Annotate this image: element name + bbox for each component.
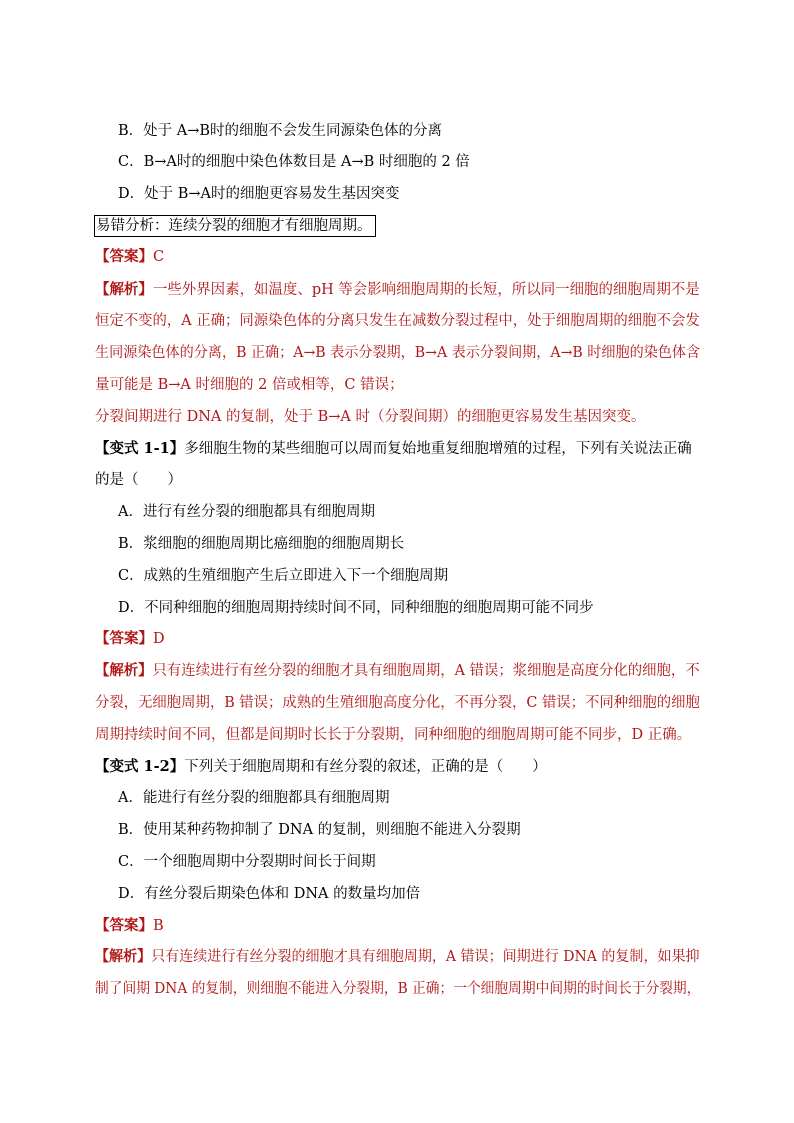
analysis-2-line-3: 周期持续时间不同，但都是间期时长长于分裂期，同种细胞的细胞周期可能不同步，D 正确。 — [95, 727, 692, 743]
variant-1-1-option-a: A．进行有丝分裂的细胞都具有细胞周期 — [118, 504, 375, 520]
variant-1-2-option-c: C．一个细胞周期中分裂期时间长于间期 — [118, 854, 376, 870]
analysis-2-line-1 — [95, 661, 700, 681]
variant-1-1-stem-line-1 — [95, 439, 692, 459]
answer-label: 【答案】 — [95, 248, 153, 265]
variant-1-2-stem — [95, 757, 547, 777]
analysis-1-line-3: 生同源染色体的分离，B 正确；A→B 表示分裂期，B→A 表示分裂间期，A→B 时细胞的染色体含 — [95, 345, 701, 361]
analysis-text: 一些外界因素，如温度、pH 等会影响细胞周期的长短，所以同一细胞的细胞周期不是 — [152, 282, 700, 298]
answer-label: 【答案】 — [95, 917, 153, 934]
answer-3 — [95, 916, 164, 936]
variant-stem: 下列关于细胞周期和有丝分裂的叙述，正确的是（ ） — [184, 759, 547, 775]
variant-1-2-option-b: B．使用某种药物抑制了 DNA 的复制，则细胞不能进入分裂期 — [118, 822, 521, 838]
variant-1-1-option-b: B．浆细胞的细胞周期比癌细胞的细胞周期长 — [118, 536, 405, 552]
analysis-1-line-1 — [95, 280, 700, 300]
variant-label: 【变式 1-2】 — [95, 758, 185, 775]
analysis-3-line-1 — [95, 947, 700, 967]
analysis-label: 【解析】 — [95, 948, 152, 965]
variant-1-1-option-d: D．不同种细胞的细胞周期持续时间不同，同种细胞的细胞周期可能不同步 — [118, 600, 594, 616]
answer-2 — [95, 629, 165, 649]
analysis-text: 只有连续进行有丝分裂的细胞才具有细胞周期，A 错误；浆细胞是高度分化的细胞，不 — [152, 663, 700, 679]
option-b: B．处于 A→B时的细胞不会发生同源染色体的分离 — [118, 123, 443, 139]
answer-label: 【答案】 — [95, 630, 153, 647]
variant-stem: 多细胞生物的某些细胞可以周而复始地重复细胞增殖的过程，下列有关说法正确 — [184, 441, 692, 457]
analysis-1-line-5: 分裂间期进行 DNA 的复制，处于 B→A 时（分裂间期）的细胞更容易发生基因突变。 — [95, 409, 646, 425]
analysis-1-line-2: 恒定不变的，A 正确；同源染色体的分离只发生在减数分裂过程中，处于细胞周期的细胞不会发 — [95, 313, 700, 329]
variant-1-2-option-a: A．能进行有丝分裂的细胞都具有细胞周期 — [118, 790, 390, 806]
analysis-1-line-4: 量可能是 B→A 时细胞的 2 倍或相等，C 错误； — [95, 377, 404, 393]
variant-1-1-stem-line-2: 的是（ ） — [95, 472, 182, 488]
option-d: D．处于 B→A时的细胞更容易发生基因突变 — [118, 186, 400, 202]
answer-value: C — [153, 249, 165, 265]
analysis-label: 【解析】 — [95, 281, 153, 298]
error-analysis-note: 易错分析：连续分裂的细胞才有细胞周期。 — [94, 215, 376, 237]
variant-1-2-option-d: D．有丝分裂后期染色体和 DNA 的数量均加倍 — [118, 886, 421, 902]
variant-label: 【变式 1-1】 — [95, 440, 185, 457]
analysis-label: 【解析】 — [95, 662, 153, 679]
analysis-text: 只有连续进行有丝分裂的细胞才具有细胞周期，A 错误；间期进行 DNA 的复制，如果抑 — [151, 949, 700, 965]
analysis-2-line-2: 分裂，无细胞周期，B 错误；成熟的生殖细胞高度分化，不再分裂，C 错误；不同种细胞的细胞 — [95, 695, 700, 711]
analysis-3-line-2: 制了间期 DNA 的复制，则细胞不能进入分裂期，B 正确；一个细胞周期中间期的时间长于分裂期， — [95, 981, 701, 997]
answer-1 — [95, 247, 164, 267]
answer-value: D — [153, 631, 165, 647]
option-c: C．B→A时的细胞中染色体数目是 A→B 时细胞的 2 倍 — [118, 154, 470, 170]
answer-value: B — [153, 918, 164, 934]
variant-1-1-option-c: C．成熟的生殖细胞产生后立即进入下一个细胞周期 — [118, 568, 449, 584]
